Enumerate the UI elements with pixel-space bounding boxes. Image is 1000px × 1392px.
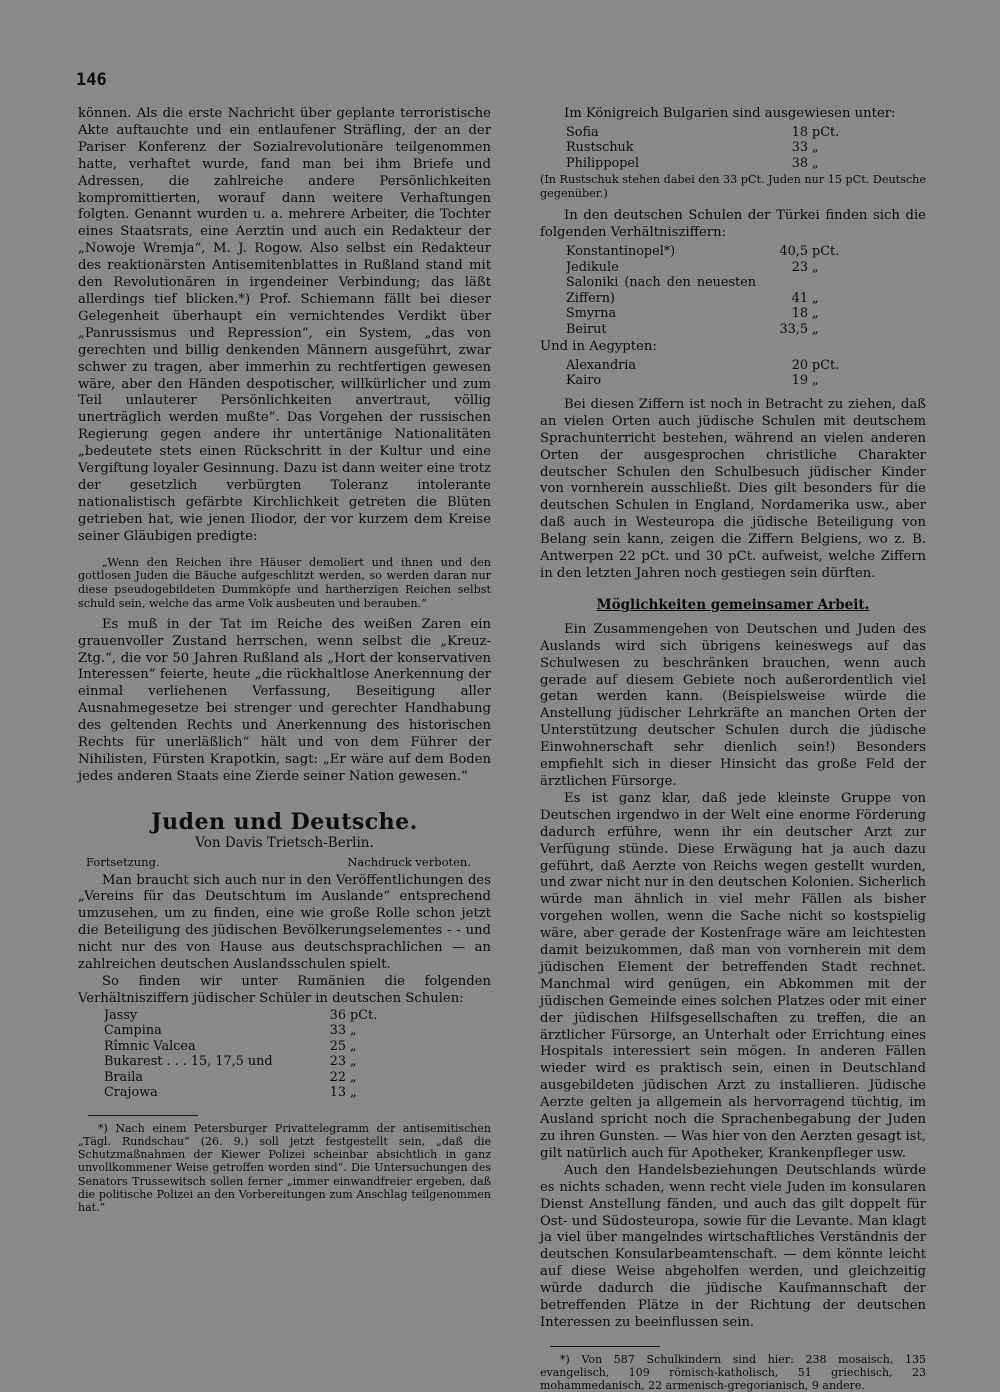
value-cell: 33 <box>329 1023 346 1039</box>
value-cell: 40,5 <box>779 244 808 260</box>
table-row <box>104 1023 394 1039</box>
unit-cell: „ <box>812 373 819 389</box>
table-row <box>104 1039 394 1055</box>
value-cell: 18 <box>791 124 808 140</box>
place-cell: Rustschuk <box>566 140 634 156</box>
paragraph: Es ist ganz klar, daß jede kleinste Gruppe von Deutschen irgendwo in der Welt eine enorme Förderung dadurch erführe, wenn ihr ein deutscher Arzt zur Verfügung stünde. Diese Erwägung hat ja auch dazu geführt, daß Aerzte von Reichs wegen gestellt wurden, und zwar nicht nur in den deutschen Kolonien. Sicherlich würde man ähnlich in viel mehr Fällen als bisher vorgehen wollen, wenn die Sache nicht so kostspielig wäre, aber gerade der Kostenfrage wäre am leichtesten damit beizukommen, daß man von vornherein mit dem jüdischen Element der betreffenden Stadt rechnet. Manchmal wird genügen, ein Abkommen mit der jüdischen Gemeinde eines solchen Platzes oder mit einer der jüdischen Hilfsgesellschaften zu treffen, die an ärztlicher Fürsorge, an Unterhalt oder Errichtung eines Hospitals interessiert sein mögen. In anderen Fällen wieder wird es praktisch sein, einen in Deutschland ausgebildeten jüdischen Arzt zu installieren. Jüdische Aerzte gelten ja allgemein als hervorragend tüchtig, im Ausland spricht noch die Sprachenbegabung der Juden zu ihren Gunsten. — Was hier von den Aerzten gesagt ist, gilt natürlich auch für Apotheker, Krankenpfleger usw. <box>540 790 926 1161</box>
table-row <box>104 1085 394 1101</box>
unit-cell: „ <box>350 1023 357 1039</box>
unit-cell: pCt. <box>812 244 840 260</box>
place-cell: Kairo <box>566 373 602 389</box>
unit-cell: „ <box>812 321 819 337</box>
unit-cell: pCt. <box>812 124 840 140</box>
value-cell: 13 <box>329 1085 346 1101</box>
continuation-label: Fortsetzung. <box>86 854 160 869</box>
value-cell: 23 <box>791 259 808 275</box>
right-column <box>540 106 926 1392</box>
bulgaria-intro: Im Königreich Bulgarien sind ausgewiesen unter: <box>564 106 896 121</box>
place-cell: Beirut <box>566 321 607 337</box>
paragraph: Man braucht sich auch nur in den Veröffentlichungen des „Vereins für das Deutschtum im Auslande“ entsprechend umzusehen, um zu finden, eine wie große Rolle schon jetzt die Beteiligung des jüdischen Bevölkerungselementes - - und nicht nur des von Hause aus deutschsprachlichen — an zahlreichen deutschen Auslandsschulen spielt. <box>78 872 491 973</box>
value-cell: 41 <box>791 290 808 306</box>
footnote-divider <box>550 1346 660 1347</box>
paragraph: Auch den Handelsbeziehungen Deutschlands würde es nichts schaden, wenn recht viele Juden im konsularen Dienst Anstellung fänden, und auch das gilt doppelt für Ost- und Südosteuropa, sowie für die Levante. Man klagt ja viel über mangelndes wirtschaftliches Verständnis der deutschen Konsularbeamtenschaft. — dem könnte leicht auf diese Weise abgeholfen werden, und gleichzeitig würde dadurch die jüdische Kaufmannschaft der betreffenden Plätze in der Richtung der deutschen Interessen zu beeinflussen sein. <box>540 1162 926 1330</box>
place-cell: Jedikule <box>566 259 619 275</box>
paragraph: Es muß in der Tat im Reiche des weißen Zaren ein grauenvoller Zustand herrschen, wenn selbst die „Kreuz-Ztg.“, die vor 50 Jahren Rußland als „Hort der konservativen Interessen“ feierte, heute „die rückhaltlose Anerkennung der einmal verliehenen Verfassung, Beseitigung aller Ausnahmegesetze bei strenger und gerechter Handhabung des geltenden Rechts und Anerkennung des historischen Rechts für unerläßlich“ hält und von dem Führer der Nihilisten, Fürsten Krapotkin, sagt: „Er wäre auf dem Boden jedes anderen Staats eine Zierde seiner Nation gewesen.“ <box>78 616 491 784</box>
unit-cell: pCt. <box>812 357 840 373</box>
page-number: 146 <box>76 70 107 90</box>
bulgaria-note: (In Rustschuk stehen dabei den 33 pCt. Juden nur 15 pCt. Deutsche gegenüber.) <box>540 173 926 200</box>
unit-cell: pCt. <box>350 1007 378 1023</box>
footnote: *) Von 587 Schulkindern sind hier: 238 mosaisch, 135 evangelisch, 109 römisch-katholisch, 51 griechisch, 23 mohammedanisch, 22 armenisch-gregorianisch, 9 andere. <box>540 1352 926 1392</box>
paragraph: Bei diesen Ziffern ist noch in Betracht zu ziehen, daß an vielen Orten auch jüdische Schulen mit deutschem Sprachunterricht bestehen, während an vielen anderen Orten der ausgesprochen christliche Charakter deutscher Schulen den Schulbesuch jüdischer Kinder von vornherein ausschließt. Dies gilt besonders für die deutschen Schulen in England, Nordamerika usw., aber daß auch in Westeuropa die jüdische Beteiligung von Belang sein kann, zeigen die Ziffern Belgiens, wo z. B. Antwerpen 22 pCt. und 30 pCt. aufweist, welche Ziffern in den letzten Jahren noch gestiegen sein dürften. <box>540 396 926 581</box>
quotation: „Wenn den Reichen ihre Häuser demoliert und ihnen und den gottlosen Juden die Bäuche aufgeschlitzt werden, so werden daran nur diese pseudogebildeten Dummköpfe und hartherzigen Reichen selbst schuld sein, welche das arme Volk ausbeuten und berauben.“ <box>78 555 491 610</box>
place-cell: Jassy <box>104 1007 138 1023</box>
value-cell: 33,5 <box>779 321 808 337</box>
place-cell: Crajowa <box>104 1085 158 1101</box>
table-row <box>566 244 856 260</box>
table-row <box>566 156 856 172</box>
table-row <box>566 373 856 389</box>
egypt-stats-table <box>566 358 856 389</box>
paragraph: können. Als die erste Nachricht über geplante terroristische Akte auftauchte und ein entlaufener Sträfling, der an der Pariser Konferenz der Sozialrevolutionäre teilgenommen hatte, verhaftet wurde, fand man bei ihm Briefe und Adressen, die zahlreiche andere Persönlichkeiten kompromittierten, worauf dann weitere Verhaftungen folgten. Genannt wurden u. a. mehrere Arbeiter, die Tochter eines Staatsrats, eine Aerztin und auch ein Redakteur der „Nowoje Wremja“, M. J. Rogow. Also selbst ein Redakteur des reaktionärsten Antisemitenblattes in Rußland stand mit den Revolutionären in irgendeiner Verbindung; das läßt allerdings tief blicken.*) Prof. Schiemann fällt bei dieser Gelegenheit überhaupt ein vernichtendes Verdikt über „Panrussismus und Repression“, ein System, „das von gerechten und billig denkenden Männern ausgeführt, zwar schwer zu tragen, aber immerhin zu rechtfertigen gewesen wäre, aber den Händen despotischer, willkürlicher und zum Teil unlauterer Persönlichkeiten anvertraut, völlig unerträglich werden mußte“. Das Vorgehen der russischen Regierung gegen andere ihr untertänige Nationalitäten „bedeutete stets einen Rückschritt in der Kultur und eine Vergiftung loyaler Gesinnung. Dazu ist dann weiter eine trotz der gesetzlich verbürgten Toleranz intolerante nationalistisch gefärbte Kirchlichkeit getreten die Blüten getrieben hat, wie jenen Iliodor, der vor kurzem dem Kreise seiner Gläubigen predigte: <box>78 106 491 544</box>
place-cell: Saloniki (nach den neuesten Ziffern) <box>566 275 756 306</box>
value-cell: 36 <box>329 1007 346 1023</box>
table-row <box>104 1070 394 1086</box>
bulgaria-stats-table <box>566 125 856 172</box>
table-row <box>566 140 856 156</box>
section-heading: Möglichkeiten gemeinsamer Arbeit. <box>596 596 870 613</box>
article-title: Juden und Deutsche. <box>151 808 418 835</box>
place-cell: Philippopel <box>566 155 640 171</box>
table-row <box>104 1008 394 1024</box>
unit-cell: „ <box>350 1085 357 1101</box>
place-cell: Campina <box>104 1023 162 1039</box>
left-column <box>78 106 491 1214</box>
unit-cell: „ <box>812 259 819 275</box>
place-cell: Konstantinopel*) <box>566 244 676 260</box>
table-row <box>566 358 856 374</box>
unit-cell: „ <box>812 140 819 156</box>
unit-cell: „ <box>350 1069 357 1085</box>
unit-cell: „ <box>350 1038 357 1054</box>
paragraph: So finden wir unter Rumänien die folgenden Verhältnisziffern jüdischer Schüler in deutschen Schulen: <box>78 973 491 1006</box>
unit-cell: „ <box>812 290 819 306</box>
turkey-stats-table <box>566 244 856 337</box>
footnote: *) Nach einem Petersburger Privattelegramm der antisemitischen „Tägl. Rundschau“ (26. 9.) soll jetzt festgestellt sein, „daß die Schutzmaßnahmen der Kiewer Polizei scheinbar absichtlich in ganz unvollkommener Weise getroffen worden sind“. Die Untersuchungen des Senators Trussewitsch sollen ferner „immer einwandfreier ergeben, daß die politische Polizei an den Vorbereitungen zum Anschlag teilgenommen hat.“ <box>78 1121 491 1214</box>
table-row <box>566 322 856 338</box>
table-row <box>566 306 856 322</box>
turkey-intro: In den deutschen Schulen der Türkei finden sich die folgenden Verhältnisziffern: <box>540 208 926 241</box>
value-cell: 20 <box>791 357 808 373</box>
place-cell: Alexandria <box>566 357 637 373</box>
value-cell: 38 <box>791 155 808 171</box>
value-cell: 23 <box>329 1054 346 1070</box>
value-cell: 18 <box>791 306 808 322</box>
egypt-intro: Und in Aegypten: <box>540 339 657 355</box>
table-row <box>566 275 856 306</box>
article-meta <box>86 854 491 871</box>
byline: Von Davis Trietsch-Berlin. <box>195 834 374 851</box>
table-row <box>566 125 856 141</box>
place-cell: Sofia <box>566 124 599 140</box>
table-row <box>104 1054 394 1070</box>
place-cell: Bukarest . . . 15, 17,5 und <box>104 1054 273 1070</box>
footnote-divider <box>88 1115 198 1116</box>
value-cell: 25 <box>329 1038 346 1054</box>
value-cell: 19 <box>791 373 808 389</box>
value-cell: 33 <box>791 140 808 156</box>
unit-cell: „ <box>812 155 819 171</box>
unit-cell: „ <box>812 306 819 322</box>
romania-stats-table <box>104 1008 394 1101</box>
place-cell: Braila <box>104 1069 143 1085</box>
value-cell: 22 <box>329 1069 346 1085</box>
reprint-notice: Nachdruck verboten. <box>347 854 471 869</box>
paragraph: Ein Zusammengehen von Deutschen und Juden des Auslands wird sich übrigens keineswegs auf das Schulwesen zu beschränken brauchen, wenn auch gerade auf diesem Gebiete noch außerordentlich viel getan werden kann. (Beispielsweise würde die Anstellung jüdischer Lehrkräfte an manchen Orten der Unterstützung deutscher Schulen durch die jüdische Einwohnerschaft sehr dienlich sein!) Besonders empfiehlt sich in dieser Hinsicht das große Feld der ärztlichen Fürsorge. <box>540 621 926 789</box>
table-row <box>566 260 856 276</box>
unit-cell: „ <box>350 1054 357 1070</box>
place-cell: Smyrna <box>566 306 617 322</box>
place-cell: Rîmnic Valcea <box>104 1038 196 1054</box>
